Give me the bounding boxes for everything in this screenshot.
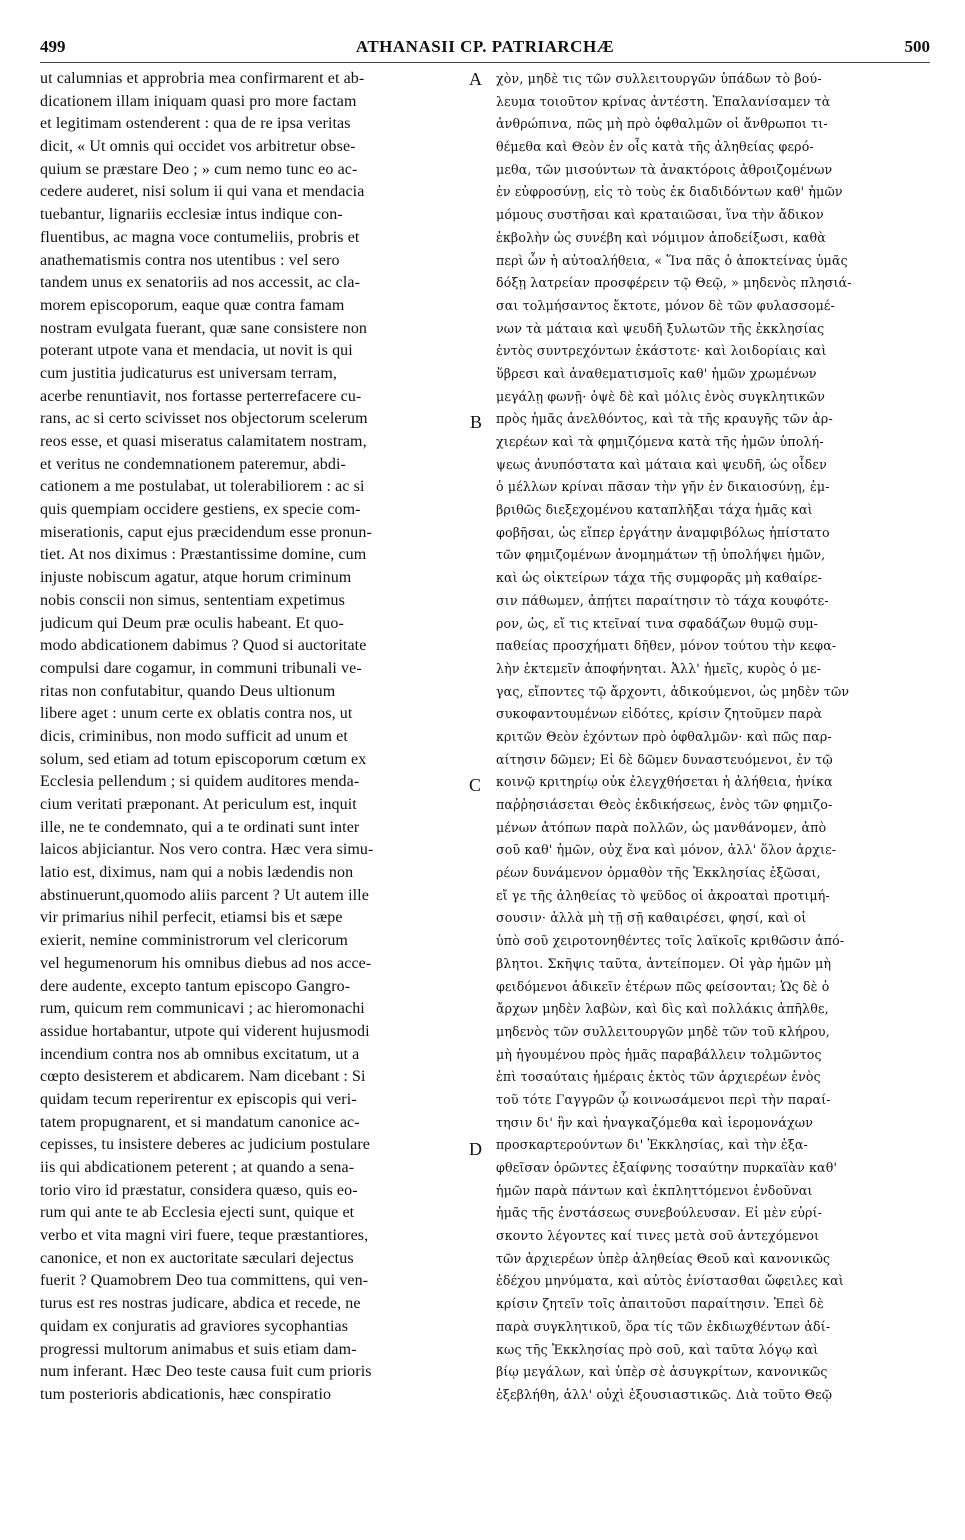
latin-text-line: vel hegumenorum his omnibus diebus ad nos acce- <box>40 954 372 972</box>
header-rule <box>40 62 930 63</box>
greek-text-line: ἐξεβλήθη, ἀλλ' οὐχὶ ἐξουσιαστικῶς. Διὰ τοῦτο Θεῷ <box>496 1386 833 1402</box>
greek-text-line: κως τῆς Ἐκκλησίας πρὸ σοῦ, καὶ ταῦτα λόγῳ καὶ <box>496 1341 819 1357</box>
greek-text-line: ἄρχων μηδὲν λαβὼν, καὶ δὶς καὶ πολλάκις ἀπῆλθε, <box>496 1001 829 1017</box>
greek-text-line: τησιν δι' ἣν καὶ ἠναγκαζόμεθα καὶ ἱερομονάχων <box>496 1114 814 1130</box>
latin-text-line: quium se præstare Deo ; » cum nemo tunc eo ac- <box>40 160 358 178</box>
latin-text-line: ritas non confutabitur, quando Deus ultionum <box>40 682 336 700</box>
latin-text-line: miserationis, caput ejus præcidendum esse pronun- <box>40 523 372 541</box>
greek-text-line: μεθα, τῶν μισούντων τὰ ἀνακτόροις ἀθροιζομένων <box>496 161 833 177</box>
latin-text-line: fluentibus, ac magna voce contumeliis, probris et <box>40 228 360 246</box>
greek-text-line: θέμεθα καὶ Θεὸν ἐν οἷς κατὰ τῆς ἀληθείας φερό- <box>496 139 814 155</box>
greek-text-line: ἐντὸς συντρεχόντων ἑκάστοτε· καὶ λοιδορίαις καὶ <box>496 343 827 359</box>
latin-text-line: tiet. At nos diximus : Præstantissime domine, cum <box>40 546 367 564</box>
greek-text-line: σιν πάθωμεν, ἀπῄτει παραίτησιν τὸ τάχα κουφότε- <box>496 592 829 608</box>
latin-text-line: quidam ex conjuratis ad graviores sycophantias <box>40 1317 349 1335</box>
greek-text-line: βλητοι. Σκῆψις ταῦτα, ἀντείπομεν. Οἱ γὰρ ἡμῶν μὴ <box>496 955 832 971</box>
greek-text-line: αίτησιν δῶμεν; Εἰ δὲ δῶμεν δυναστευόμενοι, ἐν τῷ <box>496 751 833 767</box>
latin-text-line: cedere auderet, nisi solum ii qui vana et mendacia <box>40 183 365 201</box>
page-number-left: 499 <box>40 37 66 56</box>
greek-text-line: νων τὰ μάταια καὶ ψευδῆ ξυλωτῶν τῆς ἐκκλησίας <box>496 320 825 336</box>
greek-text-line: σκοντο λέγοντες καί τινες μετὰ σοῦ ἀντεχόμενοι <box>496 1228 820 1244</box>
latin-text-line: assidue hortabantur, utpote qui viderent hujusmodi <box>40 1022 370 1040</box>
latin-text-line: tandem unus ex senatoriis ad nos accessit, ac cla- <box>40 274 360 292</box>
latin-text-line: turus est res nostras judicare, abdica et recede, ne <box>40 1295 361 1313</box>
latin-text-line: rum qui ante te ab Ecclesia ejecti sunt, quique et <box>40 1204 355 1222</box>
margin-marker-c: C <box>469 775 482 795</box>
greek-column <box>496 68 932 1407</box>
greek-text-line: φθεῖσαν ὁρῶντες ἐξαίφνης τοσαύτην πυρκαϊὰν καθ' <box>496 1160 838 1175</box>
greek-text-line: προσκαρτερούντων δι' Ἐκκλησίας, καὶ τὴν ἐξα- <box>496 1137 808 1153</box>
greek-text-line: ἡμᾶς τῆς ἐνστάσεως συνεβούλευσαν. Εἰ μὲν εὑρί- <box>496 1205 823 1221</box>
greek-text-line: παῤῥησιάσεται Θεὸς ἐκδικήσεως, ἑνὸς τῶν φημιζο- <box>496 797 833 812</box>
latin-text-line: tum posterioris abdicationis, hæc conspiratio <box>40 1385 332 1403</box>
greek-text-line: κριτῶν Θεὸν ἐχόντων πρὸ ὀφθαλμῶν· καὶ πῶς παρ- <box>496 728 832 744</box>
page-number-right: 500 <box>904 37 930 56</box>
greek-text-line: ἀνθρώπινα, πῶς μὴ πρὸ ὀφθαλμῶν οἱ ἄνθρωποι τι- <box>496 116 828 132</box>
greek-text-line: ἡμῶν παρὰ πάντων καὶ ἐκπληττόμενοι ἐνδοῦναι <box>496 1182 813 1198</box>
greek-text-line: φειδόμενοι ἀδικεῖν ἑτέρων πῶς φείσονται; Ὡς δὲ ὁ <box>496 978 830 994</box>
latin-text-line: exierit, nemine comministrorum vel clericorum <box>40 932 348 950</box>
greek-text-line: παθείας προσχήματι δῆθεν, μόνον τούτου τὴν κεφα- <box>496 638 837 654</box>
greek-text-line: λευμα τοιοῦτον κρίνας ἀντέστη. Ἐπαλανίσαμεν τὰ <box>496 93 831 109</box>
greek-text-line: τῶν φημιζομένων ἀνομημάτων τῇ ὑπολήψει ἡμῶν, <box>496 547 826 563</box>
greek-text-line: μηδενὸς τῶν συλλειτουργῶν μηδὲ τῶν τοῦ κλήρου, <box>496 1023 830 1039</box>
greek-text-line: τοῦ τότε Γαγγρῶν ᾧ κοινωσάμενοι περὶ τὴν παραί- <box>496 1091 831 1107</box>
greek-text-line: λὴν ἐκτεμεῖν ἀποφήνηται. Ἀλλ' ἡμεῖς, κυρὸς ὁ με- <box>496 660 822 676</box>
latin-text-line: dicationem illam iniquam quasi pro more factam <box>40 92 357 110</box>
greek-text-line: ὑπὸ σοῦ χειροτονηθέντες τοῖς λαϊκοῖς κριθῶσιν ἀπό- <box>496 933 845 949</box>
latin-text-line: nobis conscii non simus, sententiam expetimus <box>40 591 345 609</box>
greek-text-line: σοῦ καθ' ἡμῶν, οὐχ ἕνα καὶ μόνον, ἀλλ' ὅλον ἀρχιε- <box>496 842 837 858</box>
latin-text-line: cium veritati præponant. At periculum est, inquit <box>40 796 357 813</box>
greek-text-line: ρέων δυνάμενον ὁρμαθὸν τῆς Ἐκκλησίας ἐξῶσαι, <box>496 865 821 881</box>
latin-text-line: quidam tecum reperirentur ex episcopis qui veri- <box>40 1090 357 1108</box>
latin-text-line: morem episcoporum, eaque quæ contra famam <box>40 296 345 314</box>
latin-text-line: et legitimam ostenderent : qua de re ipsa veritas <box>40 115 351 133</box>
latin-text-line: canonice, et non ex auctoritate sæculari dejectus <box>40 1249 354 1267</box>
greek-text-line: παρὰ συγκλητικοῦ, ὅρα τίς τῶν ἐκδιωχθέντων ἀδί- <box>496 1318 831 1334</box>
greek-text-line: συκοφαντουμένων εἰδότες, κρίσιν ζητοῦμεν παρὰ <box>496 706 823 722</box>
latin-text-line: abstinuerunt,quomodo aliis parcent ? Ut autem ille <box>40 886 369 904</box>
latin-text-line: rans, ac si certo scivisset nos objectorum scelerum <box>40 410 368 428</box>
greek-text-line: μένων ἀτόπων παρὰ πολλῶν, ὡς μανθάνομεν, ἀπὸ <box>496 819 827 835</box>
greek-text-line: βίῳ μεγάλων, καὶ ὑπὲρ σὲ ἀσυγκρίτων, κανονικῶς <box>496 1364 828 1380</box>
latin-text-line: rum, quicum rem communicavi ; ac hieromonachi <box>40 1000 365 1018</box>
greek-text-line: βριθῶς διεξεχομένου καταπλῆξαι τάχα ἡμᾶς καὶ <box>496 502 813 518</box>
greek-text-line: πρὸς ἡμᾶς ἀνελθόντος, καὶ τὰ τῆς κραυγῆς τῶν ἀρ- <box>496 411 833 427</box>
greek-text-line: κοινῷ κριτηρίῳ οὐκ ἐλεγχθήσεται ἡ ἀλήθεια, ἡνίκα <box>496 774 833 790</box>
latin-text-line: tatem propugnarent, et si mandatum canonice ac- <box>40 1113 360 1131</box>
latin-text-line: dicit, « Ut omnis qui occidet vos arbitretur obse- <box>40 138 356 156</box>
greek-text-line: τῶν ἀρχιερέων ὑπὲρ ἀληθείας Θεοῦ καὶ κανονικῶς <box>496 1250 831 1266</box>
latin-text-line: modo abdicationem dabimus ? Quod si auctoritate <box>40 637 367 655</box>
latin-text-line: torio viro id præstatur, considera quæso, quis eo- <box>40 1181 358 1199</box>
margin-marker-d: D <box>469 1139 482 1159</box>
greek-text-line: μόμους συστῆσαι καὶ κραταιῶσαι, ἵνα τὴν ἄδικον <box>496 207 824 223</box>
latin-text-line: compulsi dare cogamur, in communi tribunali ve- <box>40 659 362 677</box>
greek-text-line: ρον, ὡς, εἴ τις κτεῖναί τινα σφαδάζων θυμῷ συμ- <box>496 615 819 631</box>
latin-text-line: incendium contra nos ab omnibus excitatum, ut a <box>40 1045 360 1063</box>
greek-text-line: ὕβρεσι καὶ ἀναθεματισμοῖς καθ' ἡμῶν χρωμένων <box>496 365 817 381</box>
greek-text-line: καὶ ὡς οἰκτείρων τάχα τῆς συμφορᾶς μὴ καθαίρε- <box>496 570 822 586</box>
latin-text-line: poterant utpote vana et mendacia, ut novit is qui <box>40 342 353 360</box>
latin-text-line: ut calumnias et approbria mea confirmarent et ab- <box>40 70 365 87</box>
latin-text-line: reos esse, et quasi miseratus calamitatem nostram, <box>40 433 367 450</box>
latin-text-line: acerbe renuntiavit, nos fortasse perterrefacere cu- <box>40 387 362 405</box>
latin-text-line: ille, ne te condemnato, qui a te ordinati sunt inter <box>40 818 360 836</box>
greek-text-line: χὸν, μηδὲ τις τῶν συλλειτουργῶν ὑπάδων τὸ βού- <box>496 71 822 86</box>
latin-text-line: laicos abjiciantur. Nos vero contra. Hæc vera simu- <box>40 841 374 859</box>
latin-text-line: Ecclesia pellendum ; si quidem auditores menda- <box>40 773 360 791</box>
latin-text-line: dere audente, excepto tantum episcopo Gangro- <box>40 977 351 995</box>
running-title: ATHANASII CP. PATRIARCHÆ <box>355 37 615 56</box>
latin-column <box>40 68 476 1407</box>
latin-text-line: anathematismis contra nos utentibus : vel sero <box>40 251 340 269</box>
latin-text-line: iis qui abdicationem peterent ; at quando a sena- <box>40 1159 355 1176</box>
latin-text-line: cum justitia judicaturus est universam terram, <box>40 364 337 382</box>
latin-text-line: solum, sed etiam ad totum episcoporum cœtum ex <box>40 750 367 768</box>
latin-text-line: dicis, criminibus, non modo sufficit ad unum et <box>40 727 348 745</box>
greek-text-line: σαι τολμήσαντος ἔκτοτε, μόνον δὲ τῶν φυλασσομέ- <box>496 297 835 313</box>
latin-text-line: quis quempiam occidere gestiens, ex specie com- <box>40 501 361 519</box>
page-header <box>40 36 930 60</box>
latin-text-line: cationem a me postulabat, ut tolerabiliorem : ac si <box>40 478 365 496</box>
greek-text-line: σουσιν· ἀλλὰ μὴ τῇ σῇ καθαιρέσει, φησί, καὶ οἱ <box>496 910 807 926</box>
margin-marker-a: A <box>469 69 482 89</box>
latin-text-line: fuerit ? Quamobrem Deo tua committens, qui ven- <box>40 1272 369 1290</box>
greek-text-line: φοβῆσαι, ὡς εἴπερ ἐργάτην ἀναμφιβόλως ἠπίστατο <box>496 524 830 540</box>
greek-text-line: ψεως ἀνυπόστατα καὶ μάταια καὶ ψευδῆ, ὡς οἶδεν <box>496 456 827 472</box>
greek-text-line: περὶ ὧν ἡ αὐτοαλήθεια, « Ἵνα πᾶς ὁ ἀποκτείνας ὑμᾶς <box>496 252 848 268</box>
greek-text-line: μεγάλῃ φωνῇ· ὀψὲ δὲ καὶ μόλις ἑνὸς συγκλητικῶν <box>496 388 826 404</box>
latin-text-line: verbo et vita magni viri fuere, teque præstantiores, <box>40 1227 369 1245</box>
latin-text-line: progressi multorum animabus et suis etiam dam- <box>40 1340 357 1358</box>
greek-text-line: χιερέων καὶ τὰ φημιζόμενα κατὰ τῆς ἡμῶν ὑπολή- <box>496 434 824 449</box>
greek-text-line: γας, εἴποντες τῷ ἄρχοντι, ἀδικούμενοι, ὡς μηδὲν τῶν <box>496 683 850 699</box>
margin-marker-b: B <box>470 412 483 432</box>
greek-text-line: ἐπὶ τοσαύταις ἡμέραις ἐκτὸς τῶν ἀρχιερέων ἑνὸς <box>496 1069 821 1085</box>
latin-text-line: cepisses, tu insistere deberes ac judicium postulare <box>40 1136 370 1154</box>
latin-text-line: judicum qui Deum præ oculis habeant. Et quo- <box>40 614 344 632</box>
greek-text-line: μὴ ἡγουμένου πρὸς ἡμᾶς παραβάλλειν τολμῶντος <box>496 1046 822 1062</box>
greek-text-line: δόξῃ λατρείαν προσφέρειν τῷ Θεῷ, » μηδενὸς πλησιά- <box>496 275 852 291</box>
greek-text-line: ἐν εὐφροσύνῃ, εἰς τὸ τοὺς ἐκ διαδιδόντων καθ' ἡμῶν <box>496 184 843 200</box>
latin-text-line: et veritus ne condemnationem pateremur, abdi- <box>40 455 346 473</box>
greek-text-line: κρίσιν ζητεῖν τοῖς ἀπαιτοῦσι παραίτησιν. Ἐπεὶ δὲ <box>496 1296 824 1312</box>
latin-text-line: nostram evulgata fuerant, quæ sane consistere non <box>40 319 368 337</box>
greek-text-line: ὁ μέλλων κρίναι πᾶσαν τὴν γῆν ἐν δικαιοσύνῃ, ἐμ- <box>496 479 830 495</box>
latin-text-line: cœpto desisterem et abdicarem. Nam dicebant : Si <box>40 1068 366 1086</box>
latin-text-line: injuste nobiscum agatur, atque horum criminum <box>40 569 352 587</box>
latin-text-line: vir primarius nihil perfecit, etiamsi bis et sæpe <box>40 909 343 927</box>
latin-text-line: libere aget : unum certe ex oblatis contra nos, ut <box>40 705 353 723</box>
latin-text-line: tuebantur, lignariis ecclesiæ intus indique con- <box>40 206 343 224</box>
greek-text-line: ἐδέχου μηνύματα, καὶ αὐτὸς ἐνίστασθαι ὤφειλες καὶ <box>496 1273 844 1289</box>
greek-text-line: ἐκβολὴν ὡς συνέβη καὶ νόμιμον ἀποδείξωσι, καθὰ <box>496 229 826 245</box>
greek-text-line: εἴ γε τῆς ἀληθείας τὸ ψεῦδος οἱ ἀκροαταὶ προτιμή- <box>496 887 830 903</box>
latin-text-line: num inferant. Hæc Deo teste causa fuit cum prioris <box>40 1363 372 1381</box>
latin-text-line: latio est, diximus, nam qui a nobis lædendis non <box>40 864 354 882</box>
